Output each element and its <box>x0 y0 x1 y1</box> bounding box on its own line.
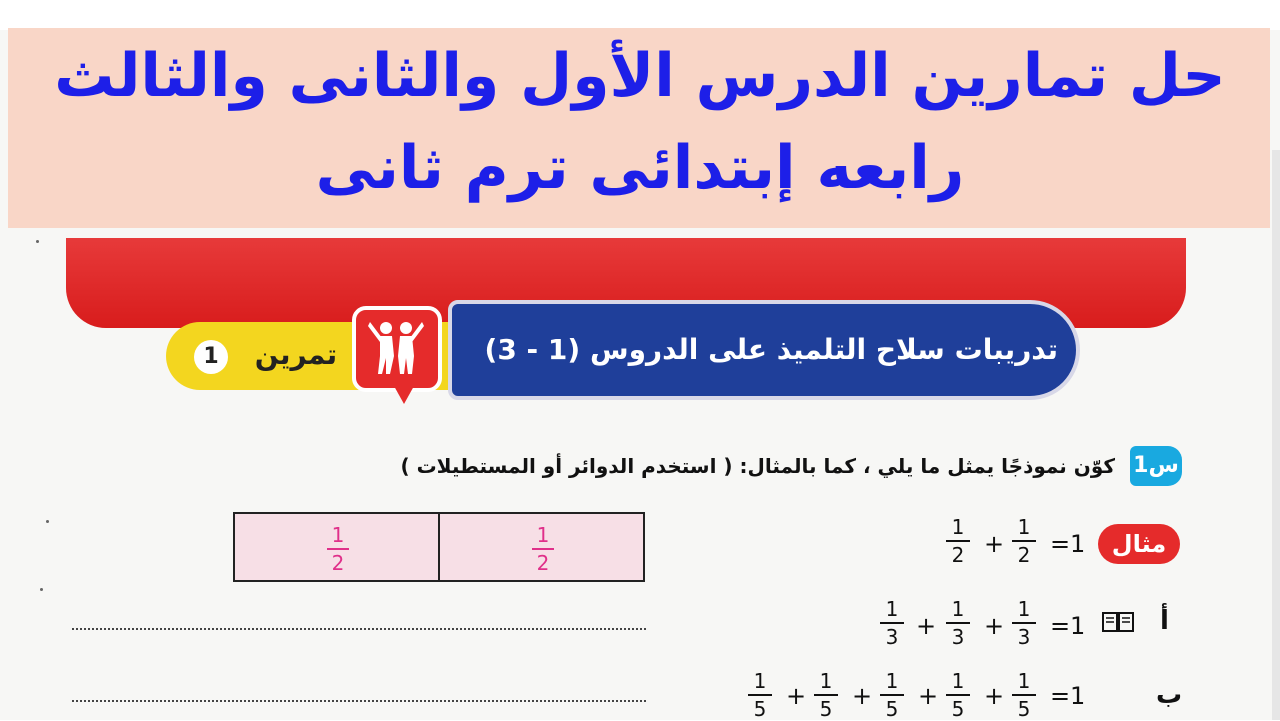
model-cell <box>438 514 643 580</box>
denominator: 5 <box>819 697 833 721</box>
numerator: 1 <box>1017 597 1031 621</box>
example-fraction <box>1012 516 1036 566</box>
denominator: 5 <box>753 697 767 721</box>
fraction-bar <box>880 622 904 624</box>
fraction-bar <box>1012 540 1036 542</box>
answer-line <box>72 628 646 630</box>
numerator: 1 <box>885 597 899 621</box>
example-badge: مثال <box>1098 524 1180 564</box>
denominator: 3 <box>885 625 899 649</box>
plus-sign: + <box>984 682 1005 710</box>
answer-line <box>72 700 646 702</box>
fraction-b-2 <box>814 670 838 720</box>
top-strip <box>0 0 1280 30</box>
equals-sign: = <box>1050 612 1071 640</box>
denominator: 5 <box>885 697 899 721</box>
speck <box>40 588 43 591</box>
plus-sign: + <box>984 612 1005 640</box>
numerator: 1 <box>753 669 767 693</box>
numerator: 1 <box>951 597 965 621</box>
video-title-line2: رابعه إبتدائى ترم ثانى <box>315 133 965 203</box>
denominator: 3 <box>1017 625 1031 649</box>
fraction-b-3 <box>880 670 904 720</box>
denominator: 2 <box>951 543 965 567</box>
kids-logo-icon <box>368 316 424 380</box>
fraction-a-2 <box>946 598 970 648</box>
fraction-bar <box>946 540 970 542</box>
question-text: كوّن نموذجًا يمثل ما يلي ، كما بالمثال: ( استخدم الدوائر أو المستطيلات ) <box>400 454 1115 478</box>
example-fraction <box>946 516 970 566</box>
model-numerator: 1 <box>331 523 345 547</box>
exercise-number: 1 <box>194 340 228 374</box>
fraction-bar <box>814 694 838 696</box>
book-icon <box>1102 610 1134 634</box>
numerator: 1 <box>951 669 965 693</box>
question-badge: س1 <box>1130 446 1182 486</box>
item-a-result: 1 <box>1070 612 1086 640</box>
item-b-result: 1 <box>1070 682 1086 710</box>
kids-logo-tail <box>394 386 414 404</box>
model-numerator: 1 <box>536 523 550 547</box>
numerator: 1 <box>885 669 899 693</box>
equals-sign: = <box>1050 530 1071 558</box>
fraction-bar <box>946 622 970 624</box>
item-letter-b: ب <box>1156 680 1183 710</box>
fraction-bar <box>1012 694 1036 696</box>
numerator: 1 <box>1017 515 1031 539</box>
model-cell <box>235 514 438 580</box>
fraction-bar <box>1012 622 1036 624</box>
denominator: 3 <box>951 625 965 649</box>
fraction-bar <box>748 694 772 696</box>
example-result: 1 <box>1070 530 1086 558</box>
speck <box>36 240 39 243</box>
plus-sign: + <box>984 530 1005 558</box>
model-fraction <box>532 524 554 574</box>
model-fraction <box>327 524 349 574</box>
denominator: 5 <box>951 697 965 721</box>
numerator: 1 <box>1017 669 1031 693</box>
model-denominator: 2 <box>331 551 345 575</box>
video-title-line1: حل تمارين الدرس الأول والثانى والثالث <box>54 41 1226 111</box>
plus-sign: + <box>786 682 807 710</box>
plus-sign: + <box>918 682 939 710</box>
fraction-bar <box>327 548 349 550</box>
speck <box>46 520 49 523</box>
section-title: تدريبات سلاح التلميذ على الدروس (1 - 3) <box>484 333 1058 366</box>
numerator: 1 <box>951 515 965 539</box>
denominator: 5 <box>1017 697 1031 721</box>
fraction-bar <box>532 548 554 550</box>
fraction-a-3 <box>1012 598 1036 648</box>
model-denominator: 2 <box>536 551 550 575</box>
denominator: 2 <box>1017 543 1031 567</box>
fraction-bar <box>946 694 970 696</box>
plus-sign: + <box>916 612 937 640</box>
fraction-model-box <box>233 512 645 582</box>
equals-sign: = <box>1050 682 1071 710</box>
fraction-b-1 <box>748 670 772 720</box>
fraction-a-1 <box>880 598 904 648</box>
exercise-label: تمرين <box>254 338 338 371</box>
fraction-b-4 <box>946 670 970 720</box>
fraction-bar <box>880 694 904 696</box>
right-edge-bar <box>1272 150 1280 720</box>
item-letter-a: أ <box>1160 606 1169 636</box>
plus-sign: + <box>852 682 873 710</box>
fraction-b-5 <box>1012 670 1036 720</box>
numerator: 1 <box>819 669 833 693</box>
